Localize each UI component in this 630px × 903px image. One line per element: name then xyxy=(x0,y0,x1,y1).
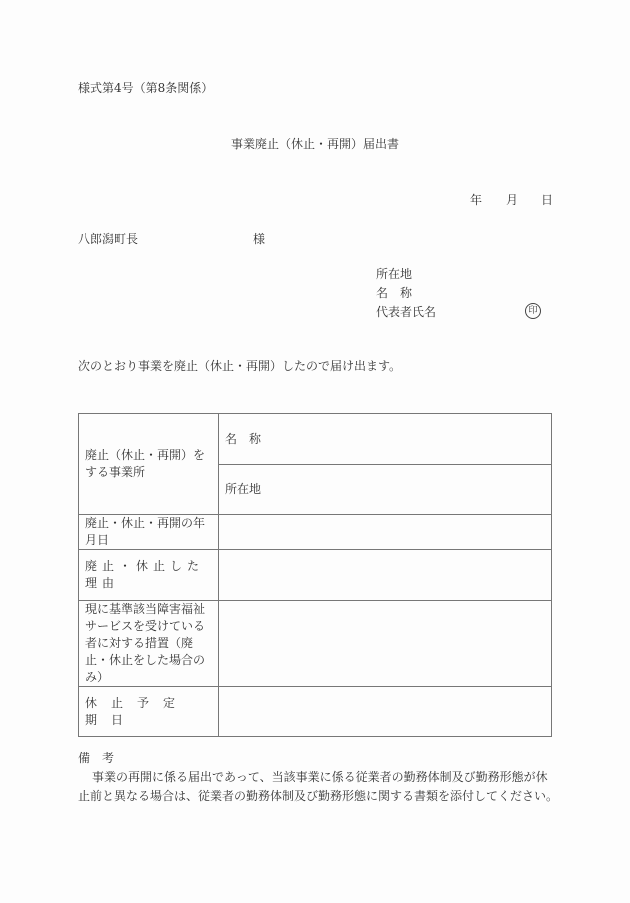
establishment-address-cell[interactable] xyxy=(219,465,552,515)
date-of-change-label: 廃止・休止・再開の年月日 xyxy=(79,515,219,550)
date-of-change-value[interactable] xyxy=(219,515,552,550)
establishment-name-label: 名 称 xyxy=(225,431,262,446)
measures-label: 現に基準該当障害福祉サービスを受けている者に対する措置（廃止・休止をした場合のみ） xyxy=(79,601,219,687)
reason-value[interactable] xyxy=(219,550,552,601)
establishment-label: 廃止（休止・再開）をする事業所 xyxy=(79,414,219,515)
remarks-body: 事業の再開に係る届出であって、当該事業に係る従業者の勤務体制及び勤務形態が休止前と異なる場合は、従業者の勤務体制及び勤務形態に関する書類を添付してください。 xyxy=(78,770,559,803)
remarks-heading: 備 考 xyxy=(78,751,115,765)
addressee-honorific: 様 xyxy=(253,232,266,246)
establishment-address-label: 所在地 xyxy=(225,482,262,496)
document-title: 事業廃止（休止・再開）届出書 xyxy=(230,137,399,151)
date-month-label: 月 xyxy=(506,193,519,207)
planned-period-label: 休止予定期日 xyxy=(79,687,219,737)
date-year-label: 年 xyxy=(470,193,483,207)
measures-value[interactable] xyxy=(219,601,552,687)
notification-form-table xyxy=(78,413,552,737)
addressee-name: 八郎潟町長 xyxy=(78,232,139,246)
reason-label: 廃止・休止した理由 xyxy=(79,550,219,601)
applicant-name-label: 名 称 xyxy=(376,286,413,300)
date-day-label: 日 xyxy=(541,193,554,207)
form-number: 様式第4号（第8条関係） xyxy=(78,81,214,95)
planned-period-value[interactable] xyxy=(219,687,552,737)
applicant-representative-label: 代表者氏名 xyxy=(376,305,437,319)
establishment-name-cell[interactable] xyxy=(219,414,552,465)
intro-text: 次のとおり事業を廃止（休止・再開）したので届け出ます。 xyxy=(78,359,402,373)
applicant-address-label: 所在地 xyxy=(376,267,413,281)
seal-mark-icon: 印 xyxy=(525,303,541,319)
